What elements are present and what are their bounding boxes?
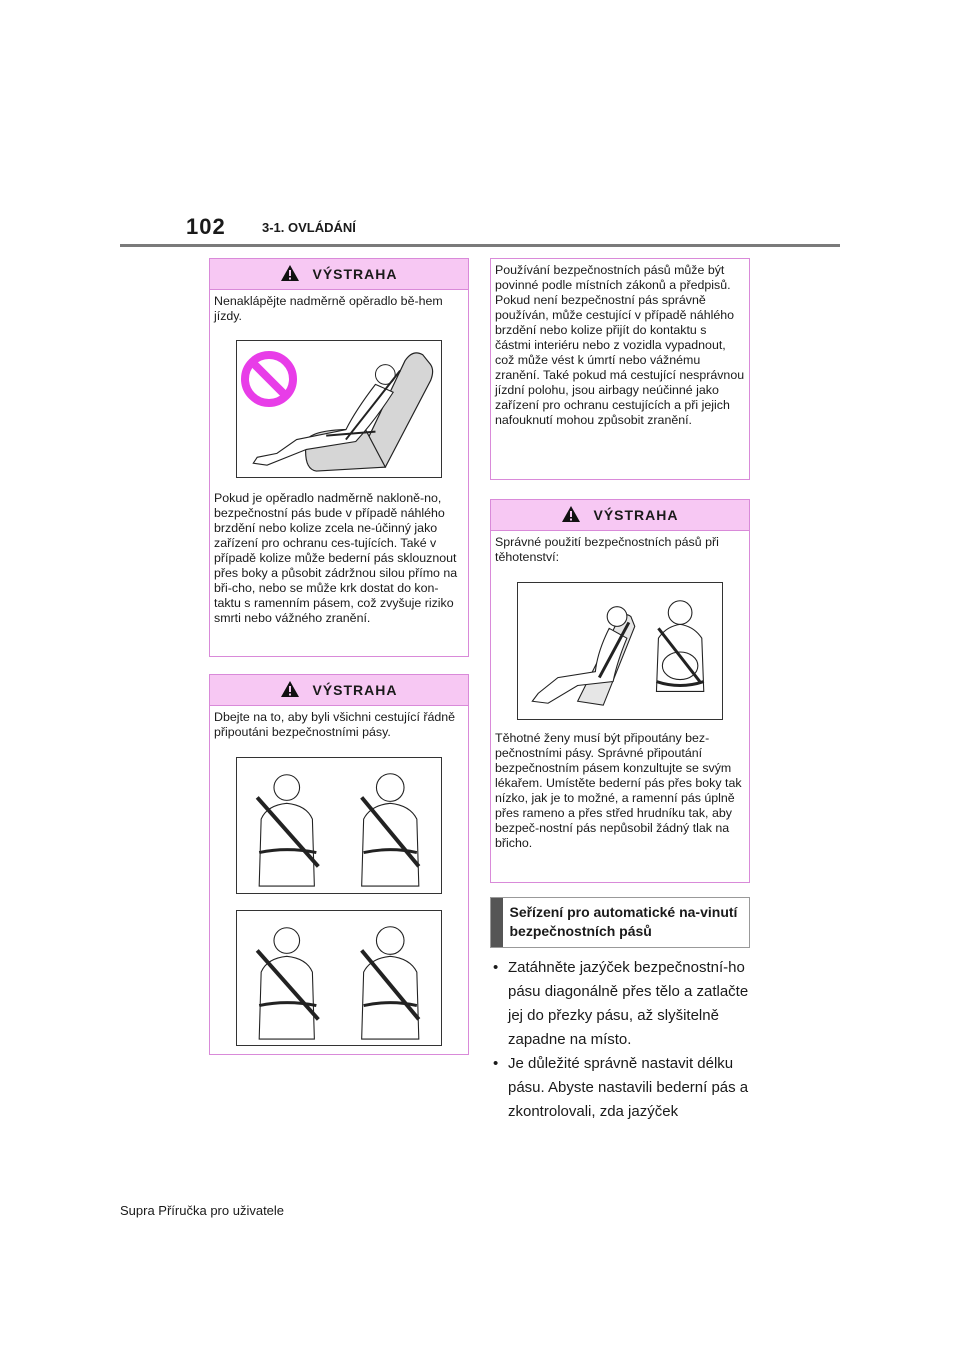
warning-intro: Dbejte na to, aby byli všichni cestující řádně připoutáni bezpečnostními pásy.	[214, 710, 456, 739]
list-item: • Je důležité správně nastavit délku pásu. Abyste nastavili bederní pás a zkontrolovali, zda jazýček	[490, 1052, 760, 1124]
pregnant-passenger-illustration	[517, 582, 723, 720]
warning-triangle-icon	[280, 264, 300, 285]
heading-marker	[491, 898, 503, 947]
warning-intro: Nenaklápějte nadměrně opěradlo bě-hem jízdy.	[214, 294, 443, 323]
rear-passengers-illustration	[236, 910, 442, 1046]
front-passengers-illustration	[236, 757, 442, 894]
section-heading	[490, 897, 750, 948]
instruction-list	[490, 956, 760, 1124]
warning-triangle-icon	[561, 505, 581, 526]
footer-manual-title: Supra Příručka pro uživatele	[120, 1203, 285, 1218]
warning-header	[491, 500, 749, 531]
page-number: 102	[186, 214, 226, 239]
warning-label: VÝSTRAHA	[593, 507, 679, 523]
section-title: 3-1. OVLÁDÁNÍ	[262, 220, 356, 235]
header-rule	[120, 244, 840, 247]
warning-body: Pokud je opěradlo nadměrně nakloně-no, bezpečnostní pás bude v případě náhlého brzdění nebo kolize zcela ne-účinný jako zařízení pro ochranu ces-tujících. Také v případě kolize může bederní pás sklouznout přes boky a působit zádržnou silou přímo na bři-cho, nebo se může krk dostat do kon-taktu s ramenním pásem, což zvyšuje riziko smrti nebo vážného zranění.	[214, 491, 458, 625]
list-item: • Zatáhněte jazýček bezpečnostní-ho pásu diagonálně přes tělo a zatlačte jej do přezky pásu, až slyšitelně zapadne na místo.	[490, 956, 760, 1052]
warning-label: VÝSTRAHA	[312, 682, 398, 698]
section-heading-text: Seřízení pro automatické na-vinutí bezpečnostních pásů	[509, 904, 738, 939]
warning-label: VÝSTRAHA	[312, 266, 398, 282]
note-box-belt-law	[490, 258, 750, 480]
warning-body: Těhotné ženy musí být připoutány bez-pečnostními pásy. Správné připoutání bezpečnostním pásem konzultujte se svým lékařem. Umístěte bederní pás přes boky tak nízko, jak je to možné, a ramenní pás úplně přes rameno a přes střed hrudníku tak, aby bezpeč-nostní pás nepůsobil žádný tlak na břicho.	[495, 731, 742, 850]
warning-intro: Správné použití bezpečnostních pásů při těhotenství:	[495, 535, 719, 564]
warning-header	[210, 259, 468, 290]
prohibited-icon	[240, 350, 298, 408]
warning-triangle-icon	[280, 680, 300, 701]
warning-header	[210, 675, 468, 706]
note-body: Používání bezpečnostních pásů může být povinné podle místních zákonů a předpisů. Pokud není bezpečnostní pás správně používán, může cestující v případě náhlého brzdění nebo kolize přijít do kontaktu s částmi interiéru nebo z vozidla vypadnout, což může vést k úmrtí nebo vážnému zranění. Také pokud má cestující nesprávnou jízdní polohu, jsou airbagy neúčinné jako zařízení pro ochranu cestujících a při jejich nafouknutí mohou způsobit zranění.	[495, 263, 745, 427]
